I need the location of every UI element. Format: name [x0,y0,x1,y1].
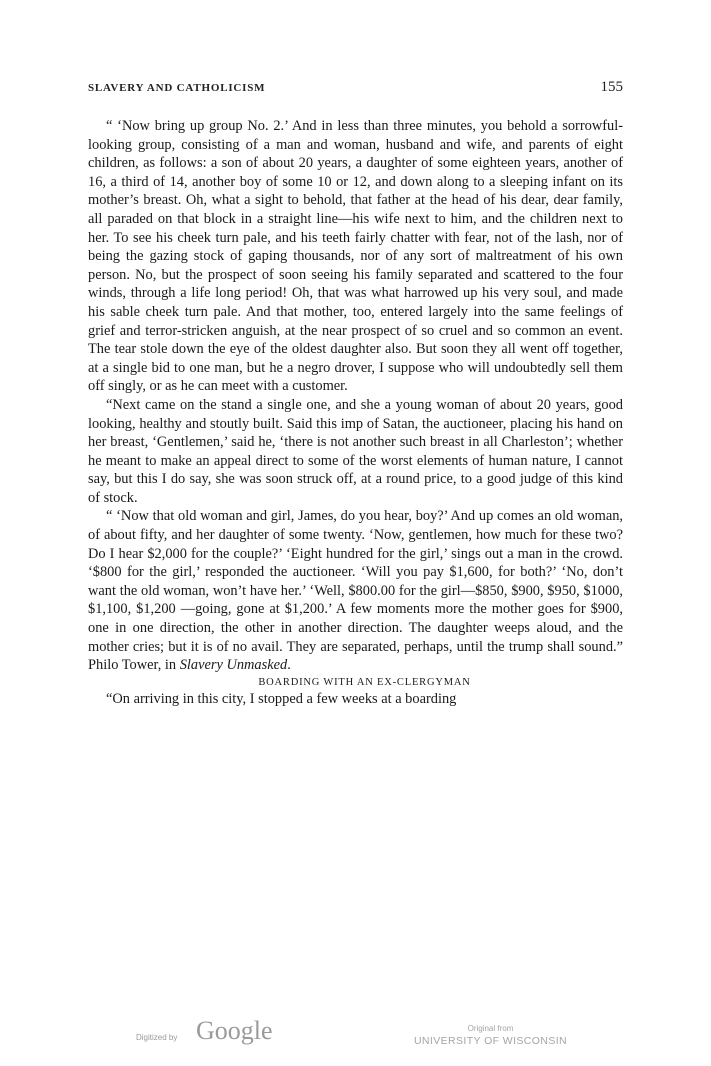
paragraph-text: “ ‘Now bring up group No. 2.’ And in less than three minutes, you behold a sorrowful-looking group, consisting of a man and woman, husband and wife, and parents of eight children, as follows: a son of about 20 years, a daughter of some eighteen years, another of 16, a third of 14, another boy of some 10 or 12, and down along to a sleeping infant on its mother’s breast. Oh, what a sight to behold, that father at the head of his dear, dear family, all paraded on that block in a straight line—his wife next to him, and the children next to her. To see his cheek turn pale, and his teeth fairly chatter with fear, not of the lash, nor of being the gazing stock of gaping thousands, nor of any sort of maltreatment of his own person. No, but the prospect of soon seeing his family separated and scattered to the four winds, through a life long period! Oh, that was what harrowed up his very soul, and made his sable cheek turn pale. And that mother, too, entered largely into the same feelings of grief and terror-stricken anguish, at the near prospect of so cruel and so common an event. The tear stole down the eye of the oldest daughter also. But soon they all went off together, at a single bid to one man, but he a negro drover, I suppose who will undoubtedly sell them off singly, or as he can meet with a customer. [88,118,623,395]
running-head [88,79,623,99]
digitized-label: Digitized by [136,1033,178,1042]
paragraph [88,396,623,508]
book-title-italic: Slavery Unmasked [179,657,288,674]
paragraph [88,507,623,674]
paragraph [88,117,623,396]
page-number: 155 [600,79,623,95]
paragraph-text: “ ‘Now that old woman and girl, James, do you hear, boy?’ And up comes an old woman, of about fifty, and her daughter of some twenty. ‘Now, gentlemen, how much for these two? Do I hear $2,000 for the couple?’ ‘Eight hundred for the girl,’ sings out a man in the crowd. ‘$800 for the girl,’ responded the auctioneer. ‘Will you pay $1,600, for both?’ ‘No, don’t want the old woman, won’t have her.’ ‘Well, $800.00 for the girl—$850, $900, $950, $1000, $1,100, $1,200 —going, gone at $1,200.’ A few moments more the mother goes for $900, one in one direction, the other in another direction. The daughter weeps aloud, and the mother cries; but it is of no avail. They are separated, perhaps, until the trump shall sound.” Philo Tower, in [88,508,623,674]
original-label: Original from [467,1024,514,1033]
page-footer [0,1018,711,1058]
original-source: UNIVERSITY OF WISCONSIN [413,1035,568,1047]
google-logo: Google [196,1016,273,1045]
original-source-stamp [398,1024,583,1048]
body-text [88,117,623,708]
section-heading: BOARDING WITH AN EX-CLERGYMAN [258,676,471,688]
paragraph: “On arriving in this city, I stopped a few weeks at a boarding [106,690,457,707]
paragraph-text: . [287,657,291,674]
paragraph-text: “Next came on the stand a single one, and she a young woman of about 20 years, good looking, healthy and stoutly built. Said this imp of Satan, the auctioneer, placing his hand on her breast, ‘Gentlemen,’ said he, ‘there is not another such breast in all Charleston’; whether he meant to make an appeal direct to some of the worst elements of human nature, I cannot say, but this I do say, she was soon struck off, at a round price, to a good judge of this kind of stock. [88,396,623,506]
running-title: SLAVERY AND CATHOLICISM [88,82,266,94]
